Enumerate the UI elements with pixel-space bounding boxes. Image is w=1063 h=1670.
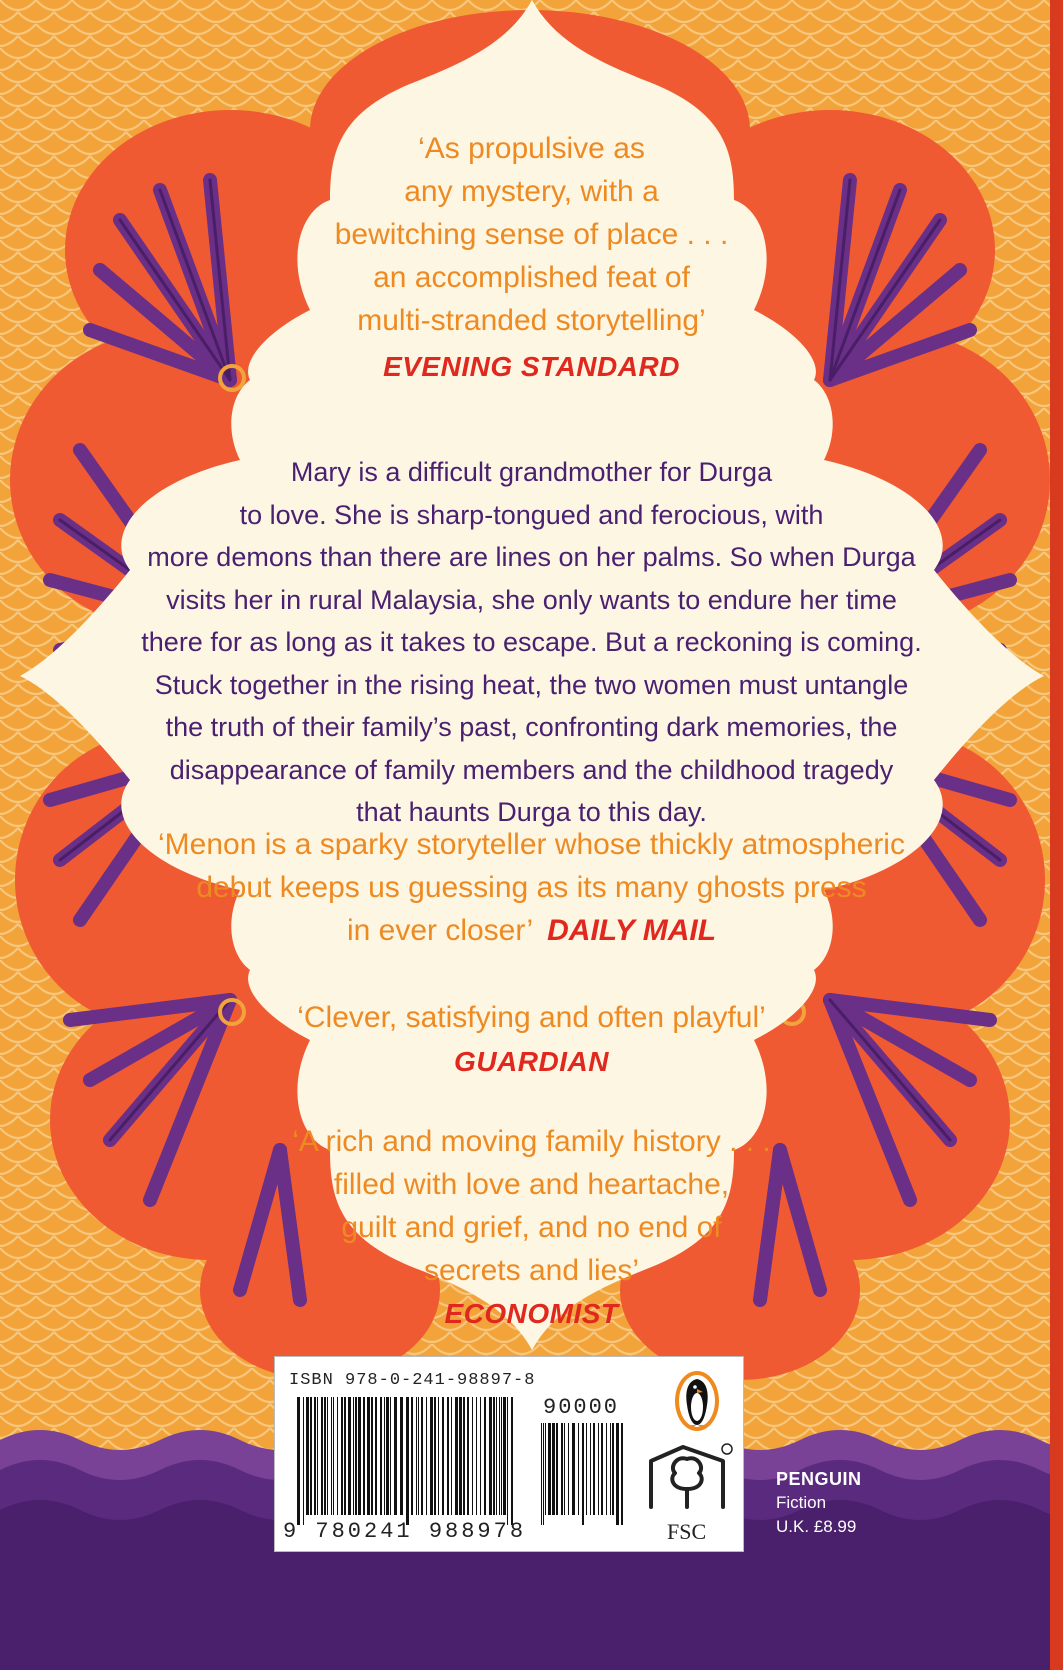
- barcode-bar: [484, 1397, 486, 1515]
- barcode-bar: [310, 1397, 312, 1515]
- fsc-label: FSC: [667, 1519, 707, 1544]
- barcode-bar: [406, 1397, 409, 1525]
- barcode-bar: [472, 1397, 473, 1515]
- barcode-bar: [578, 1423, 579, 1515]
- barcode-bar: [344, 1397, 346, 1515]
- barcode-bar: [314, 1397, 316, 1515]
- blurb-line: visits her in rural Malaysia, she only wants to endure her time: [166, 584, 897, 615]
- barcode-bar: [601, 1423, 603, 1515]
- barcode-bar: [384, 1397, 385, 1515]
- barcode-bar: [489, 1397, 492, 1515]
- blurb-line: the truth of their family’s past, confronting dark memories, the: [165, 712, 898, 742]
- barcode-bar: [418, 1397, 419, 1515]
- quote-4-line: filled with love and heartache,: [333, 1168, 730, 1201]
- barcode-bar: [353, 1397, 354, 1515]
- blurb-line: that haunts Durga to this day.: [356, 797, 707, 827]
- barcode-bar: [561, 1423, 563, 1515]
- quote-1-line: any mystery, with a: [404, 175, 659, 208]
- barcode-bar: [499, 1397, 500, 1515]
- barcode-bar: [511, 1397, 513, 1525]
- barcode-bar: [327, 1397, 328, 1515]
- penguin-logo-icon: [675, 1371, 719, 1431]
- barcode-bar: [467, 1397, 469, 1515]
- quote-2-source: DAILY MAIL: [547, 914, 717, 947]
- barcode-bar: [438, 1397, 439, 1515]
- barcode-bar: [386, 1397, 389, 1515]
- blurb-line: disappearance of family members and the childhood tragedy: [169, 754, 894, 785]
- ean-barcode: [297, 1397, 513, 1525]
- barcode-bar: [496, 1397, 497, 1515]
- barcode-bar: [333, 1397, 334, 1515]
- barcode-bar: [586, 1423, 587, 1515]
- barcode-panel: [274, 1356, 744, 1552]
- barcode-bar: [321, 1397, 323, 1515]
- barcode-bar: [317, 1397, 318, 1515]
- quote-1: [0, 127, 1063, 342]
- barcode-bar: [507, 1397, 508, 1525]
- quote-4-line: secrets and lies’: [423, 1254, 640, 1287]
- barcode-bar: [543, 1423, 544, 1525]
- barcode-bar: [375, 1397, 377, 1515]
- quote-4-line: ‘A rich and moving family history . . .: [292, 1125, 771, 1158]
- barcode-bar: [480, 1397, 481, 1515]
- barcode-bar: [367, 1397, 370, 1515]
- quote-4-line: guilt and grief, and no end of: [341, 1211, 722, 1244]
- quote-2-line: ‘Menon is a sparky storyteller whose thickly atmospheric: [158, 828, 905, 861]
- barcode-bar: [430, 1397, 433, 1515]
- quote-1-line: multi-stranded storytelling’: [357, 304, 706, 337]
- publisher-info: [776, 1467, 862, 1539]
- blurb-line: Stuck together in the rising heat, the two women must untangle: [154, 669, 909, 700]
- quote-1-line: ‘As propulsive as: [418, 132, 645, 165]
- quote-1-source: EVENING STANDARD: [383, 351, 680, 382]
- quote-2-last-line: [0, 909, 1063, 952]
- blurb: [0, 451, 1063, 834]
- barcode-bar: [416, 1397, 417, 1515]
- quote-3-source: GUARDIAN: [454, 1046, 609, 1077]
- quote-1-line: an accomplished feat of: [373, 261, 690, 294]
- barcode-bar: [341, 1397, 343, 1515]
- barcode-bar: [556, 1423, 558, 1515]
- quote-2-line: debut keeps us guessing as its many ghosts press: [196, 871, 867, 904]
- fsc-tree-icon: [651, 1444, 732, 1507]
- quote-4-source: ECONOMIST: [444, 1298, 619, 1329]
- quote-2-line: in ever closer’: [346, 914, 534, 947]
- price-addon-barcode: [541, 1423, 623, 1525]
- barcode-bar: [598, 1423, 599, 1515]
- barcode-bar: [380, 1397, 382, 1515]
- ean-digits: 9 780241 988978: [283, 1519, 527, 1544]
- barcode-bar: [331, 1397, 332, 1515]
- barcode-bar: [503, 1397, 506, 1515]
- barcode-bar: [355, 1397, 357, 1515]
- barcode-bar: [363, 1397, 365, 1515]
- barcode-bar: [324, 1397, 326, 1515]
- barcode-bar: [606, 1423, 607, 1515]
- barcode-bar: [590, 1423, 591, 1515]
- barcode-bar: [501, 1397, 502, 1515]
- publisher-price: U.K. £8.99: [776, 1517, 857, 1536]
- quote-2: [0, 823, 1063, 952]
- barcode-bar: [394, 1397, 397, 1515]
- barcode-bar: [541, 1423, 542, 1525]
- barcode-bar: [459, 1397, 462, 1515]
- barcode-bar: [455, 1397, 458, 1515]
- quote-1-line: bewitching sense of place . . .: [334, 218, 729, 251]
- quote-3: ‘Clever, satisfying and often playful’: [297, 1001, 766, 1034]
- barcode-bar: [421, 1397, 423, 1515]
- barcode-bar: [582, 1423, 584, 1525]
- isbn-number: ISBN 978-0-241-98897-8: [289, 1371, 536, 1390]
- blurb-line: more demons than there are lines on her palms. So when Durga: [147, 542, 916, 572]
- barcode-bar: [400, 1397, 403, 1515]
- barcode-bar: [434, 1397, 436, 1515]
- barcode-bar: [297, 1397, 300, 1525]
- publisher-name: PENGUIN: [776, 1469, 862, 1489]
- barcode-bar: [568, 1423, 569, 1515]
- quote-4: [0, 1120, 1063, 1292]
- barcode-bar: [572, 1423, 575, 1515]
- barcode-bar: [463, 1397, 465, 1515]
- barcode-bar: [451, 1397, 452, 1515]
- barcode-bar: [616, 1423, 619, 1525]
- barcode-bar: [337, 1397, 338, 1515]
- barcode-bar: [493, 1397, 495, 1515]
- price-code: 90000: [543, 1395, 620, 1420]
- barcode-bar: [348, 1397, 351, 1515]
- barcode-bar: [476, 1397, 477, 1515]
- barcode-bar: [306, 1397, 309, 1515]
- barcode-bar: [610, 1423, 611, 1515]
- barcode-bar: [548, 1423, 551, 1515]
- barcode-bar: [411, 1397, 413, 1515]
- barcode-bar: [303, 1397, 304, 1525]
- barcode-bar: [447, 1397, 449, 1515]
- barcode-bar: [371, 1397, 373, 1515]
- blurb-line: to love. She is sharp-tongued and ferocious, with: [239, 499, 824, 530]
- barcode-bar: [358, 1397, 361, 1515]
- barcode-bar: [612, 1423, 614, 1515]
- barcode-bar: [545, 1423, 546, 1515]
- barcode-bar: [426, 1397, 427, 1515]
- publisher-category: Fiction: [776, 1493, 827, 1512]
- barcode-bar: [390, 1397, 391, 1515]
- barcode-bar: [552, 1423, 555, 1515]
- blurb-line: Mary is a difficult grandmother for Durga: [290, 457, 773, 487]
- barcode-bar: [564, 1423, 565, 1515]
- barcode-bar: [593, 1423, 595, 1515]
- barcode-bar: [442, 1397, 444, 1515]
- barcode-bar: [621, 1423, 623, 1525]
- blurb-line: there for as long as it takes to escape. But a reckoning is coming.: [141, 627, 922, 657]
